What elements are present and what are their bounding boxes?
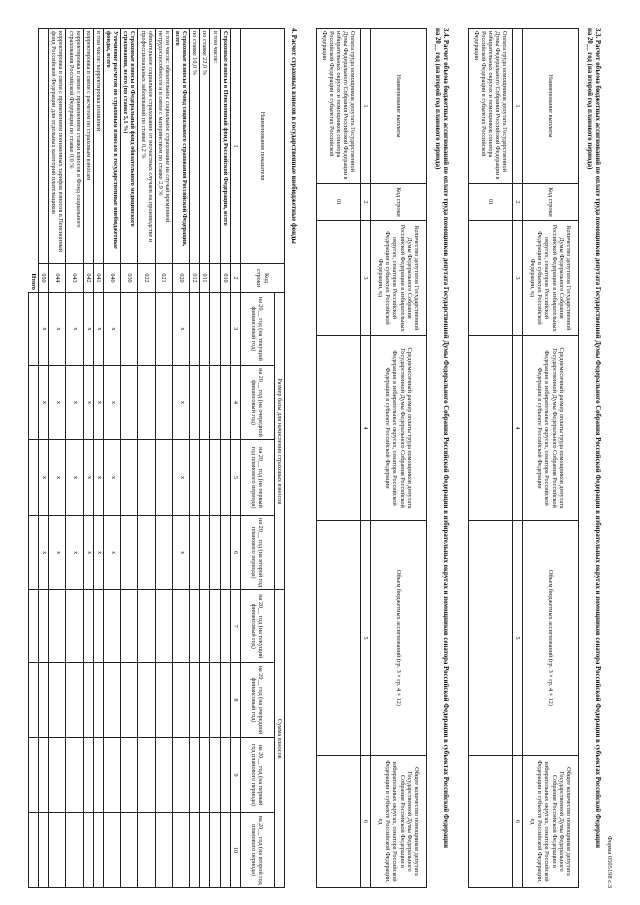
cell-input[interactable] [210,737,220,812]
not-applicable-mark: х [93,440,103,515]
not-applicable-mark: х [49,365,66,440]
section-4-title: 4. Расчет страховых взносов в государственные внебюджетные фонды [290,28,297,244]
cell-input[interactable] [155,440,172,515]
cell-input[interactable] [190,515,200,590]
not-applicable-mark: х [104,293,121,366]
section-3-4-title: 3.4. Расчет объема бюджетных ассигнований по оплате труда помощников депутата Государственной Думы Федерального Собрания Российской Федерации в избирательных округах и помощников сенатора Российской Федерации в субъектах Российской Федерации на 20__ год (на второй год планового периода) [434,28,449,849]
cell-input[interactable] [190,737,200,812]
table-row [49,29,66,888]
cell-input[interactable] [49,590,66,663]
total-row [29,29,39,888]
total-cell[interactable] [29,590,39,663]
header-first-plan-year: на 20__ год (на первый год планового периода) [240,737,274,812]
form-sheet [15,28,615,888]
cell-input[interactable] [138,293,155,366]
insurance-contributions-table [29,28,286,888]
column-number: 7 [230,590,240,663]
not-applicable-mark: х [49,440,66,515]
header-assistants-count: Общее количество помощников депутата Государственной Думы Федерального Собрания Российской Федерации в избирательных округах, сенатора Российской Федерации в субъекте Российской Федерации, ед [371,756,427,888]
cell-input[interactable] [83,663,93,738]
cell-input[interactable] [121,515,138,590]
column-number: 6 [230,515,240,590]
row-code: 040 [104,264,121,293]
column-number: 10 [230,813,240,888]
cell-input[interactable] [200,813,210,888]
cell-input[interactable] [210,365,220,440]
cell-input[interactable] [200,737,210,812]
row-code [210,264,220,293]
cell-input[interactable] [104,813,121,888]
cell-input[interactable] [155,293,172,366]
cell-input[interactable] [155,515,172,590]
row-code: 044 [49,264,66,293]
cell-input[interactable] [93,663,103,738]
cell-input[interactable] [210,590,220,663]
cell-input[interactable] [173,813,190,888]
row-code: 012 [190,264,200,293]
column-number: 5 [230,440,240,515]
table-row [200,29,210,888]
row-code: 043 [66,264,83,293]
row-code: 050 [39,264,49,293]
not-applicable-mark: х [66,293,83,366]
cell-input[interactable] [220,365,230,440]
cell-input[interactable] [468,521,512,756]
cell-input[interactable] [173,737,190,812]
cell-input[interactable] [155,590,172,663]
table-row [121,29,138,888]
cell-input[interactable] [121,813,138,888]
row-label: Оплата труда помощников депутата Государственной Думы Федерального Собрания Российской Федерации в избирательных округах и помощников сенатора Российской Федерации в субъектах Российской Федерации [316,29,360,184]
row-label: Страховые взносы в Федеральный фонд обязательного медицинского страхования, всего (по ставке 5,1 %) [121,29,138,264]
not-applicable-mark: х [39,293,49,366]
cell-input[interactable] [121,590,138,663]
cell-input[interactable] [39,663,49,738]
cell-input[interactable] [66,737,83,812]
not-applicable-mark: х [39,365,49,440]
header-code: Код строки [371,184,427,221]
column-number: 8 [230,663,240,738]
column-number: 9 [230,737,240,812]
cell-input[interactable] [220,813,230,888]
table-row [155,29,172,888]
row-label: в том числе: корректировка излишней [93,29,103,264]
not-applicable-mark: х [104,515,121,590]
cell-input[interactable] [173,590,190,663]
section-3-3-title: 3.3. Расчет объема бюджетных ассигнований по оплате труда помощников депутата Государственной Думы Федерального Собрания Российской Федерации в избирательных округах и помощников сенатора Российской Федерации в субъектах Российской Федерации на 20__ год (на второй год планового периода) [586,28,601,849]
cell-input[interactable] [138,440,155,515]
header-budget-volume: Объем бюджетных ассигнований (гр. 3 × гр. 4 × 12) [523,521,579,756]
table-row [93,29,103,888]
not-applicable-mark: х [83,440,93,515]
row-code: 011 [200,264,210,293]
column-number: 2 [230,264,240,293]
total-cell[interactable] [29,293,39,366]
header-budget-volume: Объем бюджетных ассигнований (гр. 3 × гр. 4 × 12) [371,521,427,756]
table-row [173,29,190,888]
total-label: Итого [29,29,39,293]
header-average-pay: Среднемесячный размер оплаты труда помощников депутата Государственной Думы Федерального Собрания Российской Федерации в избирательных округах, сенатора Российской Федерации в субъекте Российской Федерации [371,336,427,521]
header-second-plan-year: на 20__ год (на второй год планового периода) [240,813,274,888]
not-applicable-mark: х [104,440,121,515]
table-row [83,29,93,888]
cell-input[interactable] [200,440,210,515]
column-number: 1 [230,29,240,264]
cell-input[interactable] [468,336,512,521]
cell-input[interactable] [39,813,49,888]
column-numbers-row [230,29,240,888]
cell-input[interactable] [316,756,360,888]
not-applicable-mark: х [49,515,66,590]
header-current-year: на 20__ год (на текущий финансовый год) [240,293,274,366]
row-code: 041 [93,264,103,293]
form-number: Форма 0505198 с.3 [606,835,613,888]
table-row [104,29,121,888]
row-code: 01 [316,184,360,221]
cell-input[interactable] [138,737,155,812]
cell-input[interactable] [121,663,138,738]
cell-input[interactable] [468,756,512,888]
cell-input[interactable] [220,737,230,812]
header-next-year: на 20__ год (на очередной финансовый год) [240,365,274,440]
not-applicable-mark: х [93,515,103,590]
total-cell[interactable] [29,515,39,590]
table-row [316,29,360,888]
column-numbers-row: 1 2 3 4 5 6 [360,29,370,888]
cell-input[interactable] [173,663,190,738]
row-label: Страховые взносы в Фонд социального страхования Российской Федерации, всего [173,29,190,264]
cell-input[interactable] [190,813,200,888]
cell-input[interactable] [121,293,138,366]
cell-input[interactable] [93,813,103,888]
not-applicable-mark: х [83,293,93,366]
cell-input[interactable] [83,813,93,888]
header-deputies-count: Количество депутатов Государственной Думы Федерального Собрания Российской Федерации в избирательных округах, сенаторов Российской Федерации в субъектах Российской Федерации, ед [523,221,579,336]
cell-input[interactable] [190,293,200,366]
cell-input[interactable] [210,440,220,515]
not-applicable-mark: х [93,365,103,440]
cell-input[interactable] [138,515,155,590]
header-name: Наименование выплаты [371,29,427,184]
header-first-plan-year: на 20__ год (на первый год планового периода) [240,440,274,515]
row-label: обязательное социальное страхование от несчастных случаев на производстве и профессиональных заболеваний по ставке 0,2 % [138,29,155,264]
cell-input[interactable] [39,737,49,812]
row-code: 030 [121,264,138,293]
section-3-3-table [468,28,579,888]
not-applicable-mark: х [49,293,66,366]
header-deputies-count: Количество депутатов Государственной Думы Федерального Собрания Российской Федерации в избирательных округах, сенаторов Российской Федерации в субъектах Российской Федерации, ед [371,221,427,336]
cell-input[interactable] [83,737,93,812]
row-code: 042 [83,264,93,293]
header-code: Код строки [523,184,579,221]
row-label: корректировка в связи с применением ставки взносов в Фонд социального страхования Российской Федерации по ставке 0,0 % [66,29,83,264]
header-second-plan-year: на 20__ год (на второй год планового периода) [240,515,274,590]
cell-input[interactable] [49,813,66,888]
not-applicable-mark: х [173,293,190,366]
total-cell[interactable] [29,365,39,440]
total-cell[interactable] [29,813,39,888]
cell-input[interactable] [200,515,210,590]
cell-input[interactable] [210,515,220,590]
header-indicator-name: Наименование показателя [240,29,284,264]
row-code: 01 [468,184,512,221]
cell-input[interactable] [316,521,360,756]
cell-input[interactable] [316,336,360,521]
cell-input[interactable] [210,293,220,366]
not-applicable-mark: х [93,293,103,366]
cell-input[interactable] [66,590,83,663]
cell-input[interactable] [49,737,66,812]
total-cell[interactable] [29,440,39,515]
cell-input[interactable] [104,663,121,738]
header-assistants-count: Общее количество помощников депутата Государственной Думы Федерального Собрания Российской Федерации в избирательных округах, сенатора Российской Федерации в субъекте Российской Федерации, ед [523,756,579,888]
row-code: 021 [155,264,172,293]
table-row [190,29,200,888]
not-applicable-mark: х [39,440,49,515]
not-applicable-mark: х [83,515,93,590]
cell-input[interactable] [190,365,200,440]
cell-input[interactable] [66,813,83,888]
cell-input[interactable] [121,440,138,515]
table-row [66,29,83,888]
cell-input[interactable] [121,365,138,440]
row-code: 020 [173,264,190,293]
row-label: в том числе: обязательное социальное страхование на случай временной нетрудоспособности и в связи с материнством по ставке 2,9 % [155,29,172,264]
row-code: 010 [220,264,230,293]
header-average-pay: Среднемесячный размер оплаты труда помощников депутата Государственной Думы Федерального Собрания Российской Федерации в избирательных округах, сенатора Российской Федерации в субъекте Российской Федерации [523,336,579,521]
section-3-4-table [316,28,427,888]
cell-input[interactable] [155,663,172,738]
row-code: 022 [138,264,155,293]
cell-input[interactable] [190,663,200,738]
cell-input[interactable] [39,590,49,663]
column-number: 4 [230,365,240,440]
cell-input[interactable] [138,663,155,738]
row-label: Уточнение расчетов по страховым взносам в государственные внебюджетные фонды, всего [104,29,121,264]
cell-input[interactable] [220,663,230,738]
row-label: в том числе: [210,29,220,264]
cell-input[interactable] [220,293,230,366]
table-row [138,29,155,888]
table-row [468,29,512,888]
header-code: Код строки [240,264,284,293]
row-label: Оплата труда помощников депутата Государственной Думы Федерального Собрания Российской Федерации в избирательных округах и помощников сенатора Российской Федерации в субъектах Российской Федерации [468,29,512,184]
cell-input[interactable] [220,590,230,663]
cell-input[interactable] [83,590,93,663]
cell-input[interactable] [121,737,138,812]
not-applicable-mark: х [39,515,49,590]
column-numbers-row: 1 2 3 4 5 6 [512,29,522,888]
table-row [210,29,220,888]
header-sum-group: Сумма взносов [274,590,284,888]
not-applicable-mark: х [173,365,190,440]
row-label [39,29,49,264]
cell-input[interactable] [220,440,230,515]
cell-input[interactable] [49,663,66,738]
cell-input[interactable] [93,590,103,663]
cell-input[interactable] [210,813,220,888]
header-base-group: Размер базы для начисления страховых взносов [274,293,284,590]
not-applicable-mark: х [173,440,190,515]
header-current-year: на 20__ год (на текущий финансовый год) [240,590,274,663]
cell-input[interactable] [138,813,155,888]
cell-input[interactable] [190,440,200,515]
not-applicable-mark: х [66,365,83,440]
cell-input[interactable] [155,813,172,888]
cell-input[interactable] [66,663,83,738]
not-applicable-mark: х [83,365,93,440]
row-label: по ставке 22,0 % [200,29,210,264]
row-label: Страховые взносы в Пенсионный фонд Российской Федерации, всего [220,29,230,264]
cell-input[interactable] [138,365,155,440]
not-applicable-mark: х [66,440,83,515]
cell-input[interactable] [200,365,210,440]
cell-input[interactable] [93,737,103,812]
cell-input[interactable] [138,590,155,663]
cell-input[interactable] [200,590,210,663]
row-label: по ставке 10,0 % [190,29,200,264]
cell-input[interactable] [316,221,360,336]
cell-input[interactable] [210,663,220,738]
not-applicable-mark: х [66,515,83,590]
header-name: Наименование выплаты [523,29,579,184]
cell-input[interactable] [468,221,512,336]
cell-input[interactable] [190,590,200,663]
cell-input[interactable] [220,515,230,590]
total-cell[interactable] [29,737,39,812]
cell-input[interactable] [104,590,121,663]
header-next-year: на 20__ год (на очередной финансовый год) [240,663,274,738]
cell-input[interactable] [155,737,172,812]
cell-input[interactable] [155,365,172,440]
table-row [220,29,230,888]
cell-input[interactable] [104,737,121,812]
cell-input[interactable] [200,293,210,366]
not-applicable-mark: х [104,365,121,440]
cell-input[interactable] [200,663,210,738]
not-applicable-mark: х [173,515,190,590]
total-cell[interactable] [29,663,39,738]
row-label: корректировка в связи с применением пониженных тарифов взносов в Пенсионный фонд Российской Федерации для отдельных категорий плательщиков [49,29,66,264]
row-label: корректировка в связи с расчетом по страховым взносам [83,29,93,264]
column-number: 3 [230,293,240,366]
table-row [39,29,49,888]
